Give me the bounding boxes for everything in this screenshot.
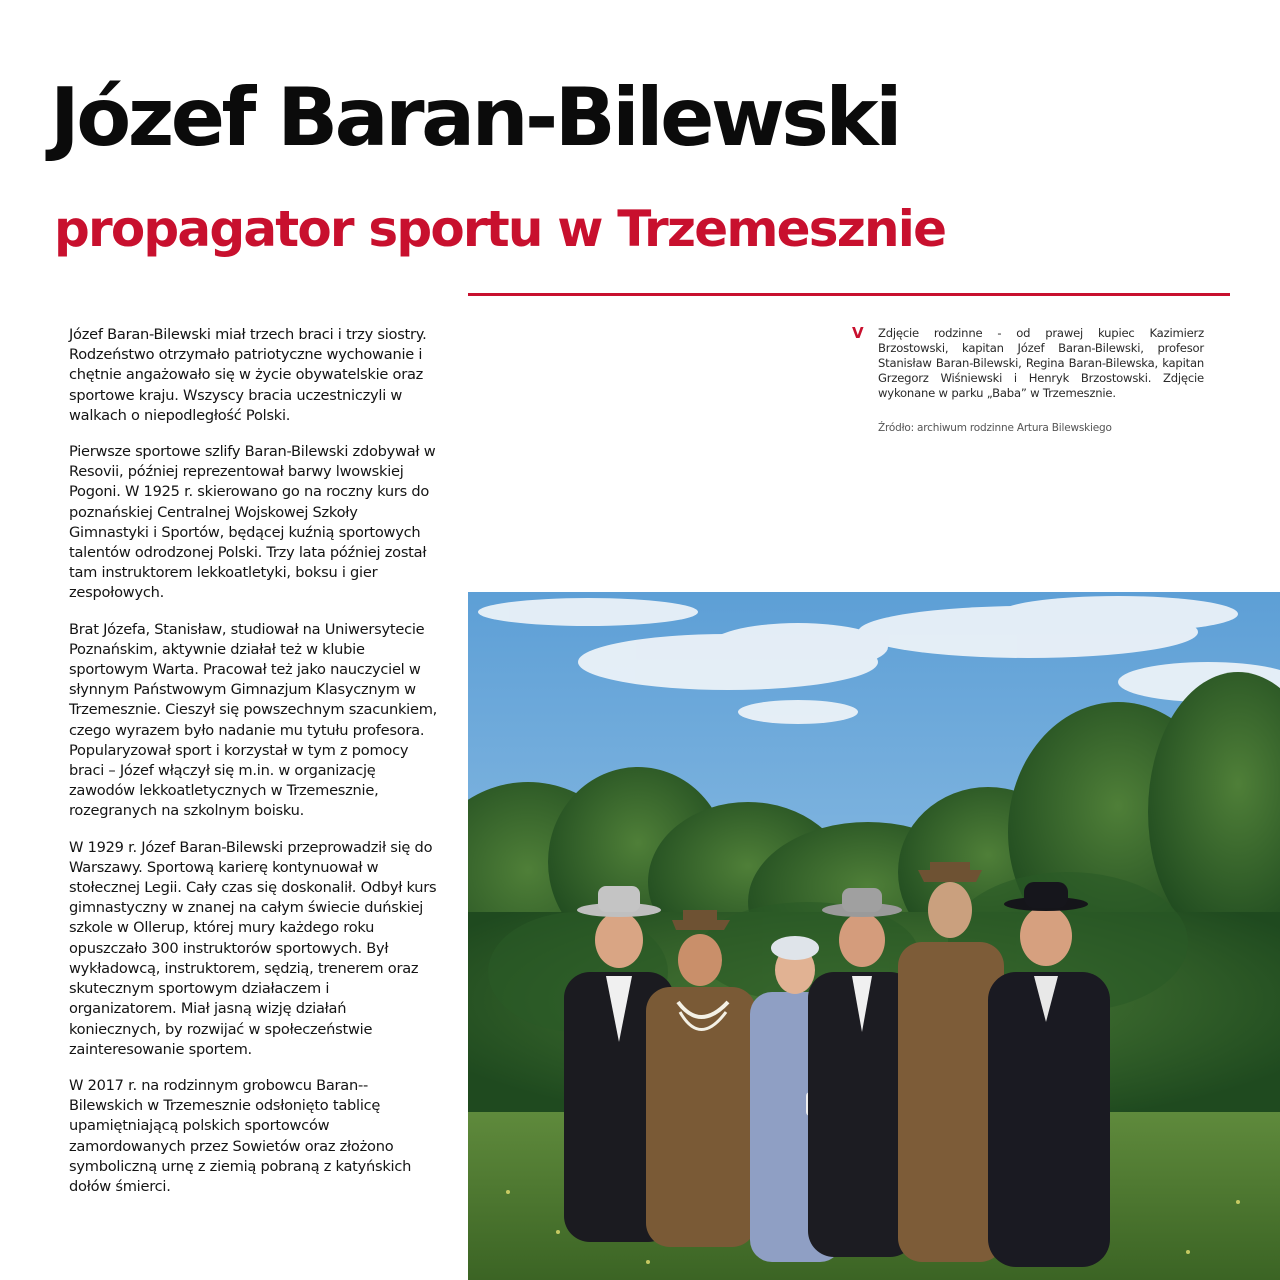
page-subtitle: propagator sportu w Trzemesznie — [54, 200, 946, 258]
accent-divider — [468, 293, 1230, 296]
article-body — [69, 325, 441, 1213]
article-paragraph: W 1929 r. Józef Baran-Bilewski przeprowadził się do Warszawy. Sportową karierę kontynuował w stołecznej Legii. Cały czas się doskonalił. Odbył kurs gimnastyczny w znanej na całym świecie duńskiej szkole w Ollerup, której mury każdego roku opuszczało 300 instruktorów sportowych. Był wykładowcą, instruktorem, sędzią, trenerem oraz skutecznym sportowym działaczem i organizatorem. Miał jasną wizję działań koniecznych, by rozwijać w społeczeństwie zainteresowanie sportem. — [69, 838, 437, 1058]
caption-text: Zdjęcie rodzinne - od prawej kupiec Kazimierz Brzostowski, kapitan Józef Baran-Bilewski, profesor Stanisław Baran-Bilewski, Regina Baran-Bilewska, kapitan Grzegorz Wiśniewski i Henryk Brzostowski. Zdjęcie wykonane w parku „Baba” w Trzemesznie. — [878, 326, 1204, 400]
article-paragraph: Pierwsze sportowe szlify Baran-Bilewski zdobywał w Resovii, później reprezentował barwy lwowskiej Pogoni. W 1925 r. skierowano go na roczny kurs do poznańskiej Centralnej Wojskowej Szkoły Gimnastyki i Sportów, będącej kuźnią sportowych talentów odrodzonej Polski. Trzy lata później został tam instruktorem lekkoatletyki, boksu i gier zespołowych. — [69, 443, 436, 602]
photo-source: Źródło: archiwum rodzinne Artura Bilewskiego — [878, 422, 1112, 434]
caption-marker-icon: V — [852, 324, 864, 342]
photo-caption — [852, 326, 1228, 435]
article-paragraph: W 2017 r. na rodzinnym grobowcu Baran--Bilewskich w Trzemesznie odsłonięto tablicę upamiętniającą polskich sportowców zamordowanych przez Sowietów oraz złożono symboliczną urnę z ziemią pobraną z katyńskich dołów śmierci. — [69, 1076, 412, 1195]
page-title: Józef Baran-Bilewski — [50, 71, 899, 164]
article-paragraph: Józef Baran-Bilewski miał trzech braci i trzy siostry. Rodzeństwo otrzymało patriotyczne wychowanie i chętnie angażowało się w życie obywatelskie oraz sportowe kraju. Wszyscy bracia uczestniczyli w walkach o niepodległość Polski. — [69, 326, 427, 424]
article-paragraph: Brat Józefa, Stanisław, studiował na Uniwersytecie Poznańskim, aktywnie działał też w klubie sportowym Warta. Pracował też jako nauczyciel w słynnym Państwowym Gimnazjum Klasycznym w Trzemesznie. Cieszył się powszechnym szacunkiem, czego wyrazem było nadanie mu tytułu profesora. Popularyzował sport i korzystał w tym z pomocy braci – Józef włączył się m.in. w organizację zawodów lekkoatletycznych w Trzemesznie, rozegranych na szkolnym boisku. — [69, 620, 438, 820]
family-photo — [468, 592, 1280, 1280]
